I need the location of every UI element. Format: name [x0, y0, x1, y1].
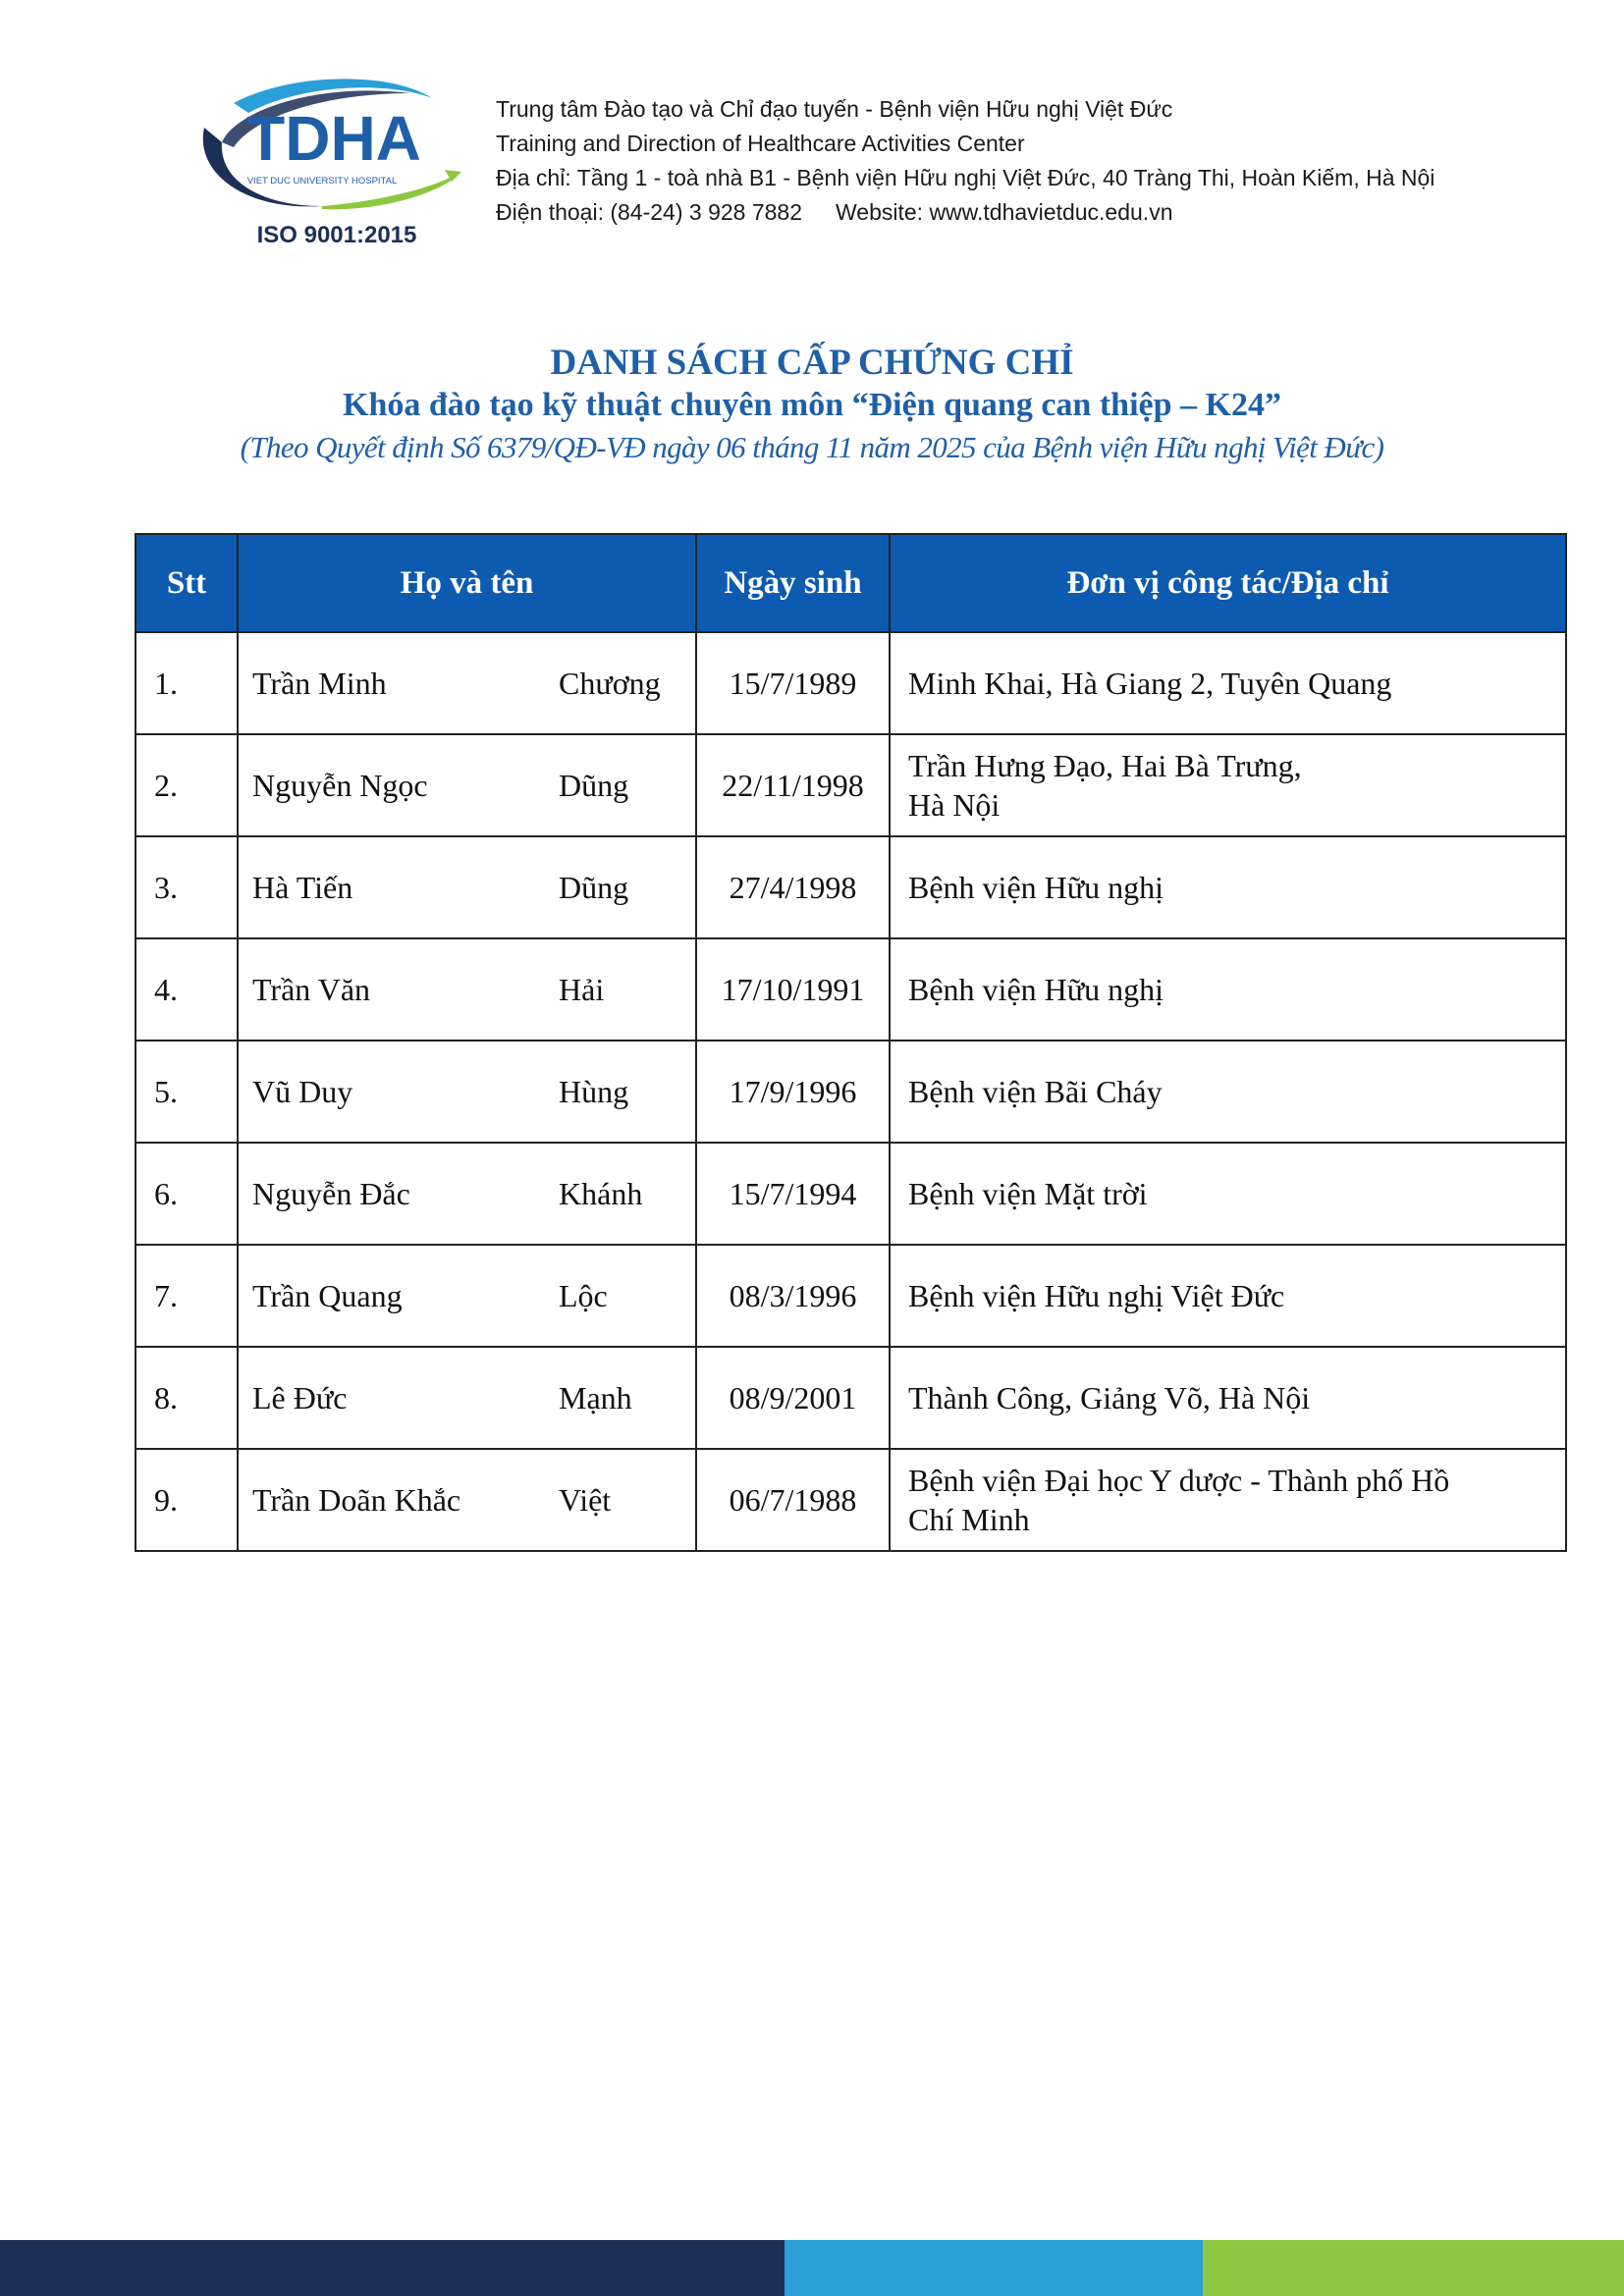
cell-stt: 9. — [135, 1449, 238, 1551]
footer-bar-blue — [785, 2240, 1203, 2296]
cell-name — [238, 1245, 696, 1347]
cell-stt: 3. — [135, 836, 238, 938]
cell-given-name: Hùng — [559, 1073, 629, 1109]
header-name: Họ và tên — [238, 534, 696, 632]
logo-text: TDHA — [246, 103, 421, 174]
cell-stt: 7. — [135, 1245, 238, 1347]
cell-dob: 22/11/1998 — [696, 734, 890, 836]
table-row — [135, 1347, 1566, 1449]
cell-family-name: Trần Văn — [252, 971, 371, 1007]
cell-name — [238, 734, 696, 836]
header-dob: Ngày sinh — [696, 534, 890, 632]
cell-name — [238, 938, 696, 1041]
cell-given-name: Hải — [559, 971, 605, 1007]
cell-family-name: Lê Đức — [252, 1379, 348, 1415]
table-row — [135, 1245, 1566, 1347]
header-address: Đơn vị công tác/Địa chỉ — [890, 534, 1566, 632]
org-phone: Điện thoại: (84-24) 3 928 7882 — [496, 199, 802, 225]
cell-family-name: Trần Minh — [252, 665, 387, 701]
cell-stt: 5. — [135, 1041, 238, 1143]
cell-name — [238, 1041, 696, 1143]
table-row — [135, 1041, 1566, 1143]
cell-given-name: Mạnh — [559, 1379, 632, 1415]
cell-given-name: Dũng — [559, 767, 629, 803]
document-titles — [0, 342, 1624, 469]
cell-given-name: Lộc — [559, 1277, 608, 1313]
table-body — [135, 632, 1566, 1551]
org-info — [496, 92, 1435, 230]
org-name-vi: Trung tâm Đào tạo và Chỉ đạo tuyến - Bệnh viện Hữu nghị Việt Đức — [496, 96, 1173, 122]
table-row — [135, 734, 1566, 836]
cell-stt: 6. — [135, 1143, 238, 1245]
cell-dob: 08/9/2001 — [696, 1347, 890, 1449]
cell-given-name: Dũng — [559, 869, 629, 905]
cell-given-name: Việt — [559, 1481, 612, 1518]
cell-address: Thành Công, Giảng Võ, Hà Nội — [890, 1347, 1566, 1449]
iso-label: ISO 9001:2015 — [256, 222, 417, 248]
cell-address: Bệnh viện Đại học Y dược - Thành phố Hồ Chí Minh — [890, 1449, 1566, 1551]
cell-dob: 17/9/1996 — [696, 1041, 890, 1143]
certificate-table — [135, 533, 1567, 1552]
footer-color-bar — [0, 2240, 1624, 2296]
document-title: DANH SÁCH CẤP CHỨNG CHỈ — [550, 343, 1074, 383]
cell-family-name: Nguyễn Đắc — [252, 1175, 410, 1211]
cell-address: Bệnh viện Hữu nghị — [890, 938, 1566, 1041]
footer-bar-dark — [0, 2240, 785, 2296]
cell-family-name: Hà Tiến — [252, 869, 353, 905]
cell-dob: 08/3/1996 — [696, 1245, 890, 1347]
header-stt: Stt — [135, 534, 238, 632]
logo-subtitle: VIET DUC UNIVERSITY HOSPITAL — [246, 176, 398, 187]
org-address: Địa chỉ: Tầng 1 - toà nhà B1 - Bệnh viện Hữu nghị Việt Đức, 40 Tràng Thi, Hoàn Kiếm, Hà Nội — [496, 165, 1435, 190]
cell-stt: 1. — [135, 632, 238, 734]
cell-family-name: Vũ Duy — [252, 1073, 353, 1109]
cell-name — [238, 1347, 696, 1449]
course-title: Khóa đào tạo kỹ thuật chuyên môn “Điện quang can thiệp – K24” — [343, 387, 1281, 423]
cell-address: Bệnh viện Hữu nghị — [890, 836, 1566, 938]
tdha-logo-graphic — [175, 74, 469, 255]
table-row — [135, 836, 1566, 938]
cell-address: Bệnh viện Bãi Cháy — [890, 1041, 1566, 1143]
cell-stt: 8. — [135, 1347, 238, 1449]
cell-dob: 06/7/1988 — [696, 1449, 890, 1551]
table-row — [135, 1449, 1566, 1551]
cell-name — [238, 836, 696, 938]
cell-address: Bệnh viện Hữu nghị Việt Đức — [890, 1245, 1566, 1347]
org-website[interactable]: Website: www.tdhavietduc.edu.vn — [836, 199, 1173, 225]
cell-name — [238, 1143, 696, 1245]
cell-dob: 15/7/1994 — [696, 1143, 890, 1245]
cell-dob: 17/10/1991 — [696, 938, 890, 1041]
table-row — [135, 938, 1566, 1041]
org-contact — [496, 195, 1435, 230]
cell-address: Bệnh viện Mặt trời — [890, 1143, 1566, 1245]
table-row — [135, 632, 1566, 734]
cell-dob: 15/7/1989 — [696, 632, 890, 734]
cell-address: Minh Khai, Hà Giang 2, Tuyên Quang — [890, 632, 1566, 734]
cell-name — [238, 1449, 696, 1551]
cell-family-name: Trần Doãn Khắc — [252, 1481, 461, 1518]
cell-address: Trần Hưng Đạo, Hai Bà Trưng, Hà Nội — [890, 734, 1566, 836]
org-name-en: Training and Direction of Healthcare Activities Center — [496, 131, 1025, 156]
cell-name — [238, 632, 696, 734]
tdha-logo — [175, 74, 469, 255]
table-header-row — [135, 534, 1566, 632]
decision-reference: (Theo Quyết định Số 6379/QĐ-VĐ ngày 06 tháng 11 năm 2025 của Bệnh viện Hữu nghị Việt Đức) — [240, 430, 1384, 464]
cell-stt: 4. — [135, 938, 238, 1041]
cell-family-name: Nguyễn Ngọc — [252, 767, 428, 803]
cell-dob: 27/4/1998 — [696, 836, 890, 938]
cell-stt: 2. — [135, 734, 238, 836]
footer-bar-green — [1203, 2240, 1624, 2296]
cell-given-name: Khánh — [559, 1175, 643, 1211]
table-row — [135, 1143, 1566, 1245]
cell-family-name: Trần Quang — [252, 1277, 403, 1313]
cell-given-name: Chương — [559, 665, 661, 701]
